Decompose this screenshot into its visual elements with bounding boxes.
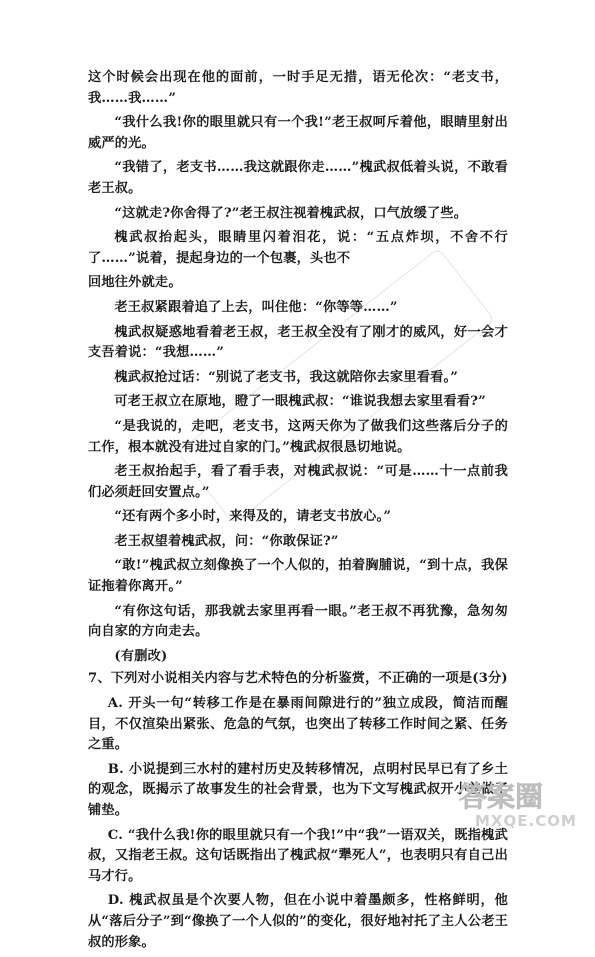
option-a: A. 开头一句“转移工作是在暴雨间隙进行的”独立成段，简洁而醒目，不仅渲染出紧张、危急的气氛，也突出了转移工作时间之紧、任务之重。 <box>88 696 508 753</box>
paragraph: “这就走?你舍得了?”老王叔注视着槐武叔，口气放缓了些。 <box>114 205 468 221</box>
paragraph: “敢!”槐武叔立刻像换了一个人似的，拍着胸脯说，“到十点，我保证拖着你离开。” <box>88 558 508 595</box>
paragraph: 可老王叔立在原地，瞪了一眼槐武叔：“谁说我想去家里看看?” <box>114 394 486 410</box>
paragraph: “有你这句话，那我就去家里再看一眼。”老王叔不再犹豫，急匆匆向自家的方向走去。 <box>88 603 508 640</box>
paragraph: 老王叔望着槐武叔，问：“你敢保证?” <box>114 533 339 549</box>
option-c: C. “我什么我!你的眼里就只有一个我!”中“我”一语双关，既指槐武叔，又指老王叔。这句话既指出了槐武叔“犟死人”，也表明只有自己出马才行。 <box>88 827 508 884</box>
paragraph: 槐武叔疑惑地看着老王叔，老王叔全没有了刚才的威风，好一会才支吾着说：“我想……” <box>88 324 508 361</box>
edit-note: (有删改) <box>114 648 168 664</box>
paragraph: 老王叔抬起手，看了看手表，对槐武叔说：“可是……十一点前我们必须赶回安置点。” <box>88 464 508 500</box>
document-body <box>88 68 508 957</box>
paragraph: “我错了，老支书……我这就跟你走……”槐武叔低着头说，不敢看老王叔。 <box>88 160 508 196</box>
option-d: D. 槐武叔虽是个次要人物，但在小说中着墨颇多，性格鲜明，他从“落后分子”到“像换了一个人似的”的变化，很好地衬托了主人公老王叔的形象。 <box>88 893 508 950</box>
paragraph: “我什么我!你的眼里就只有一个我!”老王叔呵斥着他，眼睛里射出威严的光。 <box>88 115 508 151</box>
paragraph: 这个时候会出现在他的面前，一时手足无措，语无伦次：“老支书，我……我……” <box>88 70 508 106</box>
logo-url: MXQE.COM <box>475 812 577 830</box>
logo-text: 答案圈 <box>459 780 544 813</box>
option-b: B. 小说提到三水村的建村历史及转移情况，点明村民早已有了乡土的观念，既揭示了故事发生的社会背景，也为下文写槐武叔开小差做了铺垫。 <box>88 761 508 818</box>
paragraph: “是我说的，走吧，老支书，这两天你为了做我们这些落后分子的工作，根本就没有进过自家的门。”槐武叔很恳切地说。 <box>88 418 508 455</box>
paragraph: 槐武叔抬起头，眼睛里闪着泪花，说：“五点炸坝，不舍不行了……”说着，提起身边的一个包裹，头也不 <box>88 230 508 266</box>
paragraph: 回地往外就走。 <box>88 275 182 291</box>
paragraph: 老王叔紧跟着追了上去，叫住他：“你等等……” <box>114 299 398 315</box>
paragraph: 槐武叔抢过话：“别说了老支书，我这就陪你去家里看看。” <box>114 369 459 385</box>
question-stem: 7、下列对小说相关内容与艺术特色的分析鉴赏，不正确的一项是(3分) <box>88 671 508 687</box>
paragraph: “还有两个多小时，来得及的，请老支书放心。” <box>114 509 392 525</box>
